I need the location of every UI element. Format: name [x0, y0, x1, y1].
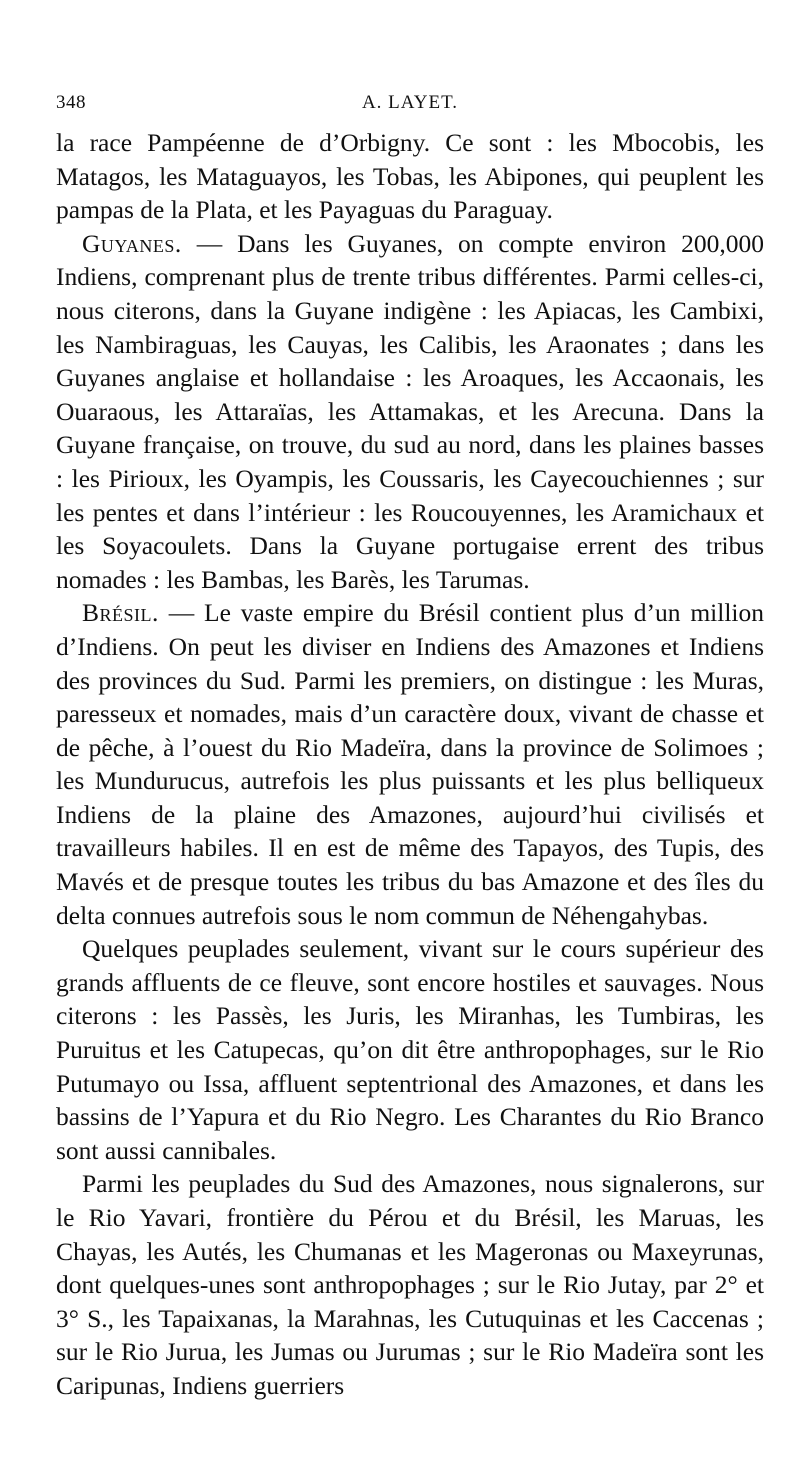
page-number: 348	[56, 92, 86, 113]
running-head	[56, 88, 764, 118]
paragraph-text: la race Pampéenne de d’Orbigny. Ce sont : les Mbocobis, les Matagos, les Mataguayos, les Tobas, les Abipones, qui peuplent les pampas de la Plata, et les Payaguas du Paraguay.	[56, 128, 764, 225]
paragraph-bresil	[56, 596, 764, 932]
paragraph-text: — Dans les Guyanes, on compte environ 200,000 Indiens, comprenant plus de trente tribus différentes. Parmi celles-ci, nous citerons, dans la Guyane indigène : les Apiacas, les Cambixi, les Nambiraguas, les Cauyas, les Calibis, les Araonates ; dans les Guyanes anglaise et hollandaise : les Aroaques, les Accaonais, les Ouaraous, les Attaraïas, les Attamakas, et les Arecuna. Dans la Guyane française, on trouve, du sud au nord, dans les plaines basses : les Pirioux, les Oyampis, les Coussaris, les Cayecouchiennes ; sur les pentes et dans l’intérieur : les Roucouyennes, les Aramichaux et les Soyacoulets. Dans la Guyane portugaise errent des tribus nomades : les Bambas, les Barès, les Tarumas.	[56, 228, 764, 594]
paragraph-peuplades	[56, 932, 764, 1167]
paragraph-pampeenne	[56, 126, 764, 227]
paragraph-guyanes	[56, 227, 764, 597]
body-text	[56, 126, 764, 1403]
paragraph-text: — Le vaste empire du Brésil contient plus d’un million d’Indiens. On peut les diviser en Indiens des Amazones et Indiens des provinces du Sud. Parmi les premiers, on distingue : les Muras, paresseux et nomades, mais d’un caractère doux, vivant de chasse et de pêche, à l’ouest du Rio Madeïra, dans la province de Solimoes ; les Mundurucus, autrefois les plus puissants et les plus belliqueux Indiens de la plaine des Amazones, aujourd’hui civilisés et travailleurs habiles. Il en est de même des Tapayos, des Tupis, des Mavés et de presque toutes les tribus du bas Amazone et des îles du delta connues autrefois sous le nom commun de Néhengahybas.	[56, 598, 764, 930]
paragraph-text: Quelques peuplades seulement, vivant sur le cours supérieur des grands affluents de ce fleuve, sont encore hostiles et sauvages. Nous citerons : les Passès, les Juris, les Miranhas, les Tumbiras, les Puruitus et les Catupecas, qu’on dit être anthropophages, sur le Rio Putumayo ou Issa, affluent septentrional des Amazones, et dans les bassins de l’Yapura et du Rio Negro. Les Charantes du Rio Branco sont aussi cannibales.	[56, 934, 764, 1165]
paragraph-text: Parmi les peuplades du Sud des Amazones, nous signalerons, sur le Rio Yavari, frontière du Pérou et du Brésil, les Maruas, les Chayas, les Autés, les Chumanas et les Mageronas ou Maxeyrunas, dont quelques-unes sont anthropophages ; sur le Rio Jutay, par 2° et 3° S., les Tapaixanas, la Marahnas, les Cutuquinas et les Caccenas ; sur le Rio Jurua, les Jumas ou Jurumas ; sur le Rio Madeïra sont les Caripunas, Indiens guerriers	[56, 1169, 764, 1400]
running-title: A. LAYET.	[361, 92, 459, 113]
paragraph-sud-amazones	[56, 1167, 764, 1402]
section-heading-bresil: Brésil.	[82, 598, 159, 628]
section-heading-guyanes: Guyanes.	[82, 228, 182, 258]
